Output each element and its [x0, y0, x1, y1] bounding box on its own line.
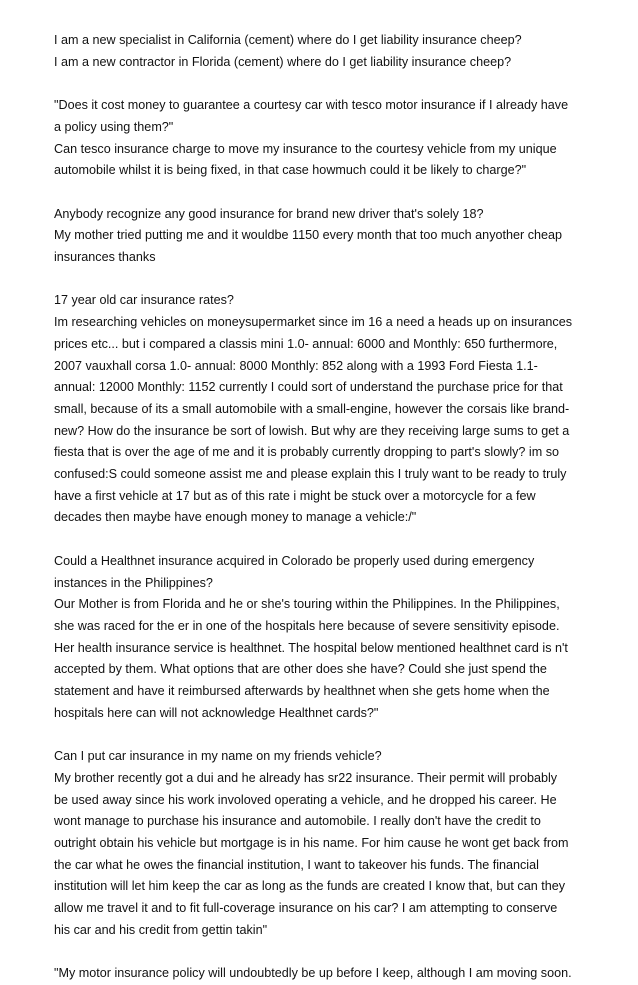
- text-line: new? How do the insurance be sort of lowish. But why are they receiving large sums to get a: [54, 423, 570, 438]
- text-line: Im researching vehicles on moneysupermarket since im 16 a need a heads up on insurances: [54, 315, 573, 330]
- text-line: instances in the Philippines?: [54, 575, 213, 590]
- text-line: My brother recently got a dui and he already has sr22 insurance. Their permit will probably: [54, 770, 558, 785]
- text-line: prices etc... but i compared a classis mini 1.0- annual: 6000 and Monthly: 650 furthermore,: [54, 336, 558, 351]
- paragraph-motor-insurance-moving: [54, 963, 594, 985]
- text-line: automobile whilst it is being fixed, in that case howmuch could it be likely to charge?": [54, 163, 527, 178]
- text-line: a policy using them?": [54, 119, 174, 134]
- paragraph-healthnet-philippines: [54, 551, 594, 725]
- text-line: insurances thanks: [54, 250, 156, 264]
- text-line: the car what he owes the financial institution, I want to takeover his funds. The financial: [54, 857, 539, 872]
- text-line: outright obtain his vehicle but mortgage is in his name. For him cause he wont get back from: [54, 835, 569, 850]
- text-line: "My motor insurance policy will undoubtedly be up before I keep, although I am moving soon.: [54, 966, 572, 981]
- text-line: Can I put car insurance in my name on my friends vehicle?: [54, 749, 382, 764]
- text-line: I am a new specialist in California (cement) where do I get liability insurance cheep?: [54, 33, 522, 47]
- paragraph-tesco-courtesy-car: [54, 95, 594, 182]
- text-line: be used away since his work involoved operating a vehicle, and he dropped his career. He: [54, 792, 557, 807]
- text-line: Her health insurance service is healthnet. The hospital below mentioned healthnet card is n't: [54, 640, 568, 655]
- paragraph-17-year-old-rates: [54, 290, 594, 529]
- text-line: Our Mother is from Florida and he or she's touring within the Philippines. In the Philippines,: [54, 597, 560, 612]
- text-line: Could a Healthnet insurance acquired in Colorado be properly used during emergency: [54, 553, 535, 568]
- paragraph-new-driver: [54, 204, 594, 269]
- paragraph-liability-insurance: [54, 30, 594, 73]
- text-line: 2007 vauxhall corsa 1.0- annual: 8000 Monthly: 852 along with a 1993 Ford Fiesta 1.1-: [54, 358, 538, 373]
- text-line: have a first vehicle at 17 but as of this rate i might be stuck over a motorcycle for a few: [54, 488, 536, 503]
- paragraph-friends-vehicle: [54, 746, 594, 941]
- text-line: My mother tried putting me and it wouldbe 1150 every month that too much anyother cheap: [54, 228, 563, 243]
- text-line: confused:S could someone assist me and please explain this I truly want to be ready to truly: [54, 467, 567, 482]
- text-line: institution will let him keep the car as long as the funds are created I know that, but can they: [54, 879, 566, 894]
- text-line: I am a new contractor in Florida (cement) where do I get liability insurance cheep?: [54, 54, 512, 69]
- document-page: [54, 30, 594, 985]
- text-line: small, because of its a small automobile with a small-engine, however the corsais like brand-: [54, 401, 570, 416]
- text-line: hospitals here can will not acknowledge Healthnet cards?": [54, 705, 379, 720]
- text-line: accepted by them. What options that are other does she have? Could she just spend the: [54, 662, 547, 677]
- text-line: 17 year old car insurance rates?: [54, 293, 234, 308]
- text-line: statement and have it reimbursed afterwards by healthnet when she gets home when the: [54, 684, 550, 699]
- text-line: annual: 12000 Monthly: 1152 currently I could sort of understand the purchase price for that: [54, 380, 563, 395]
- text-line: his car and his credit from gettin takin": [54, 922, 268, 937]
- text-line: decades then maybe have enough money to manage a vehicle:/": [54, 510, 417, 525]
- text-line: Anybody recognize any good insurance for brand new driver that's solely 18?: [54, 206, 484, 221]
- text-line: allow me travel it and to fit full-coverage insurance on his car? I am attempting to conserve: [54, 901, 558, 916]
- text-line: fiesta that is over the age of me and it is probably currently dropping to part's slowly? im so: [54, 445, 560, 460]
- text-line: wont manage to purchase his insurance and automobile. I really don't have the credit to: [54, 814, 541, 829]
- text-line: she was raced for the er in one of the hospitals here because of severe sensitivity episode.: [54, 618, 560, 633]
- text-line: Can tesco insurance charge to move my insurance to the courtesy vehicle from my unique: [54, 141, 557, 156]
- text-line: "Does it cost money to guarantee a courtesy car with tesco motor insurance if I already have: [54, 98, 569, 113]
